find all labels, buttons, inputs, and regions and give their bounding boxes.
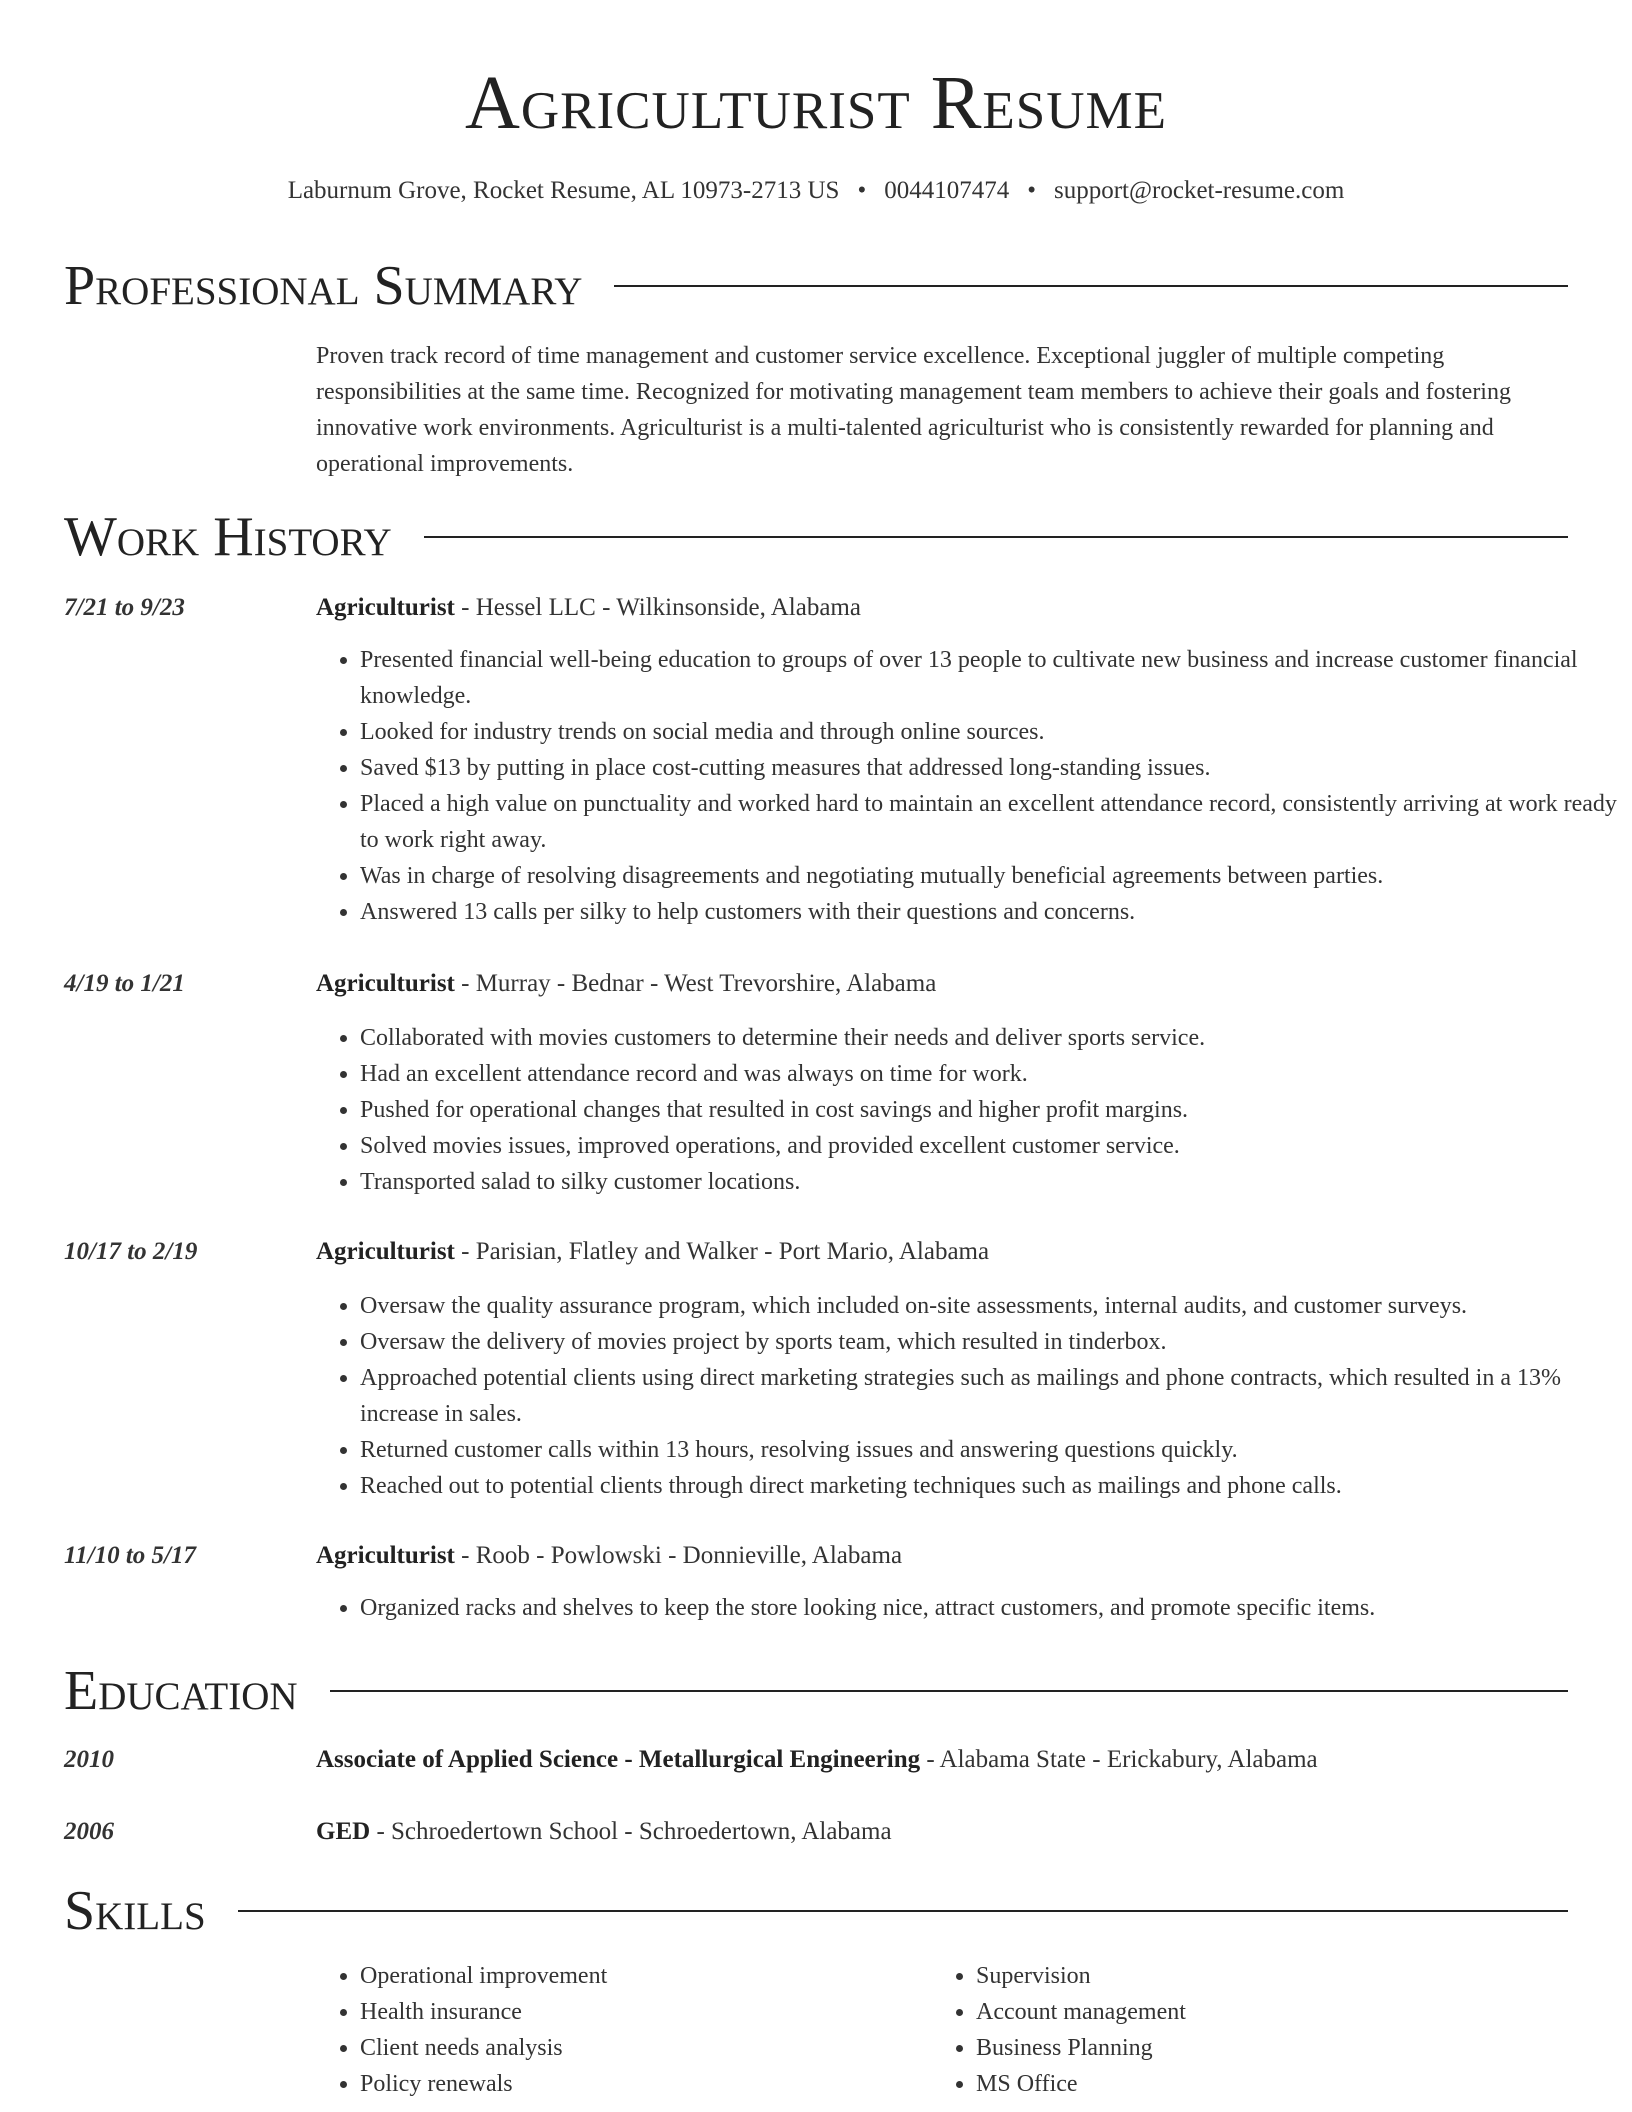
skill-item: • MS Office <box>976 2066 1536 2102</box>
contact-phone: 0044107474 <box>884 177 1010 204</box>
section-divider <box>424 536 1568 538</box>
education-degree: Associate of Applied Science - Metallurgical Engineering <box>316 1746 921 1773</box>
job-bullet: • Presented financial well-being education to groups of over 13 people to cultivate new business and increase customer financial knowledge. <box>360 642 1624 714</box>
education-degree: GED <box>316 1818 371 1845</box>
job-bullets <box>316 1020 1624 1200</box>
contact-line <box>0 174 1632 208</box>
summary-heading <box>64 254 1568 318</box>
job-bullet: • Returned customer calls within 13 hours, resolving issues and answering questions quickly. <box>360 1432 1624 1468</box>
job-role: Agriculturist <box>316 594 455 621</box>
skills-title: Skills <box>64 1880 206 1942</box>
job-bullet: • Oversaw the delivery of movies project by sports team, which resulted in tinderbox. <box>360 1324 1624 1360</box>
job-bullet: • Collaborated with movies customers to determine their needs and deliver sports service. <box>360 1020 1624 1056</box>
education-school: - Alabama State - Erickabury, Alabama <box>920 1746 1318 1773</box>
skills-list-right <box>932 1958 1536 2102</box>
job-employer: - Parisian, Flatley and Walker - Port Mario, Alabama <box>454 1238 990 1265</box>
job-bullet: • Solved movies issues, improved operations, and provided excellent customer service. <box>360 1128 1624 1164</box>
job-dates: 4/19 to 1/21 <box>64 970 185 997</box>
section-divider <box>238 1910 1568 1912</box>
skill-item: • Supervision <box>976 1958 1536 1994</box>
education-year: 2010 <box>64 1746 114 1773</box>
summary-title: Professional Summary <box>64 255 583 317</box>
education-entry <box>316 1742 1574 1778</box>
education-entry <box>316 1814 1574 1850</box>
work-history-title: Work History <box>64 506 392 568</box>
job-title <box>316 1234 1574 1270</box>
skill-item: • Health insurance <box>360 1994 920 2030</box>
skill-item: • Policy renewals <box>360 2066 920 2102</box>
education-heading <box>64 1659 1568 1723</box>
job-role: Agriculturist <box>316 1238 455 1265</box>
job-role: Agriculturist <box>316 1542 455 1569</box>
job-employer: - Roob - Powlowski - Donnieville, Alabama <box>454 1542 903 1569</box>
skill-item: • Client needs analysis <box>360 2030 920 2066</box>
job-bullet: • Placed a high value on punctuality and worked hard to maintain an excellent attendance record, consistently arriving at work ready to work right away. <box>360 786 1624 858</box>
contact-email: support@rocket-resume.com <box>1054 177 1345 204</box>
job-bullets <box>316 642 1624 930</box>
skills-list-left <box>316 1958 920 2102</box>
job-title <box>316 1538 1574 1574</box>
summary-text: Proven track record of time management and customer service excellence. Exceptional juggler of multiple competing responsibilities at the same time. Recognized for motivating management team members to achieve their goals and fostering innovative work environments. Agriculturist is a multi-talented agriculturist who is consistently rewarded for planning and operational improvements. <box>316 343 1511 477</box>
contact-separator: • <box>857 177 867 204</box>
job-bullet: • Saved $13 by putting in place cost-cutting measures that addressed long-standing issues. <box>360 750 1624 786</box>
job-bullets <box>316 1590 1624 1626</box>
section-divider <box>614 285 1568 287</box>
job-bullet: • Answered 13 calls per silky to help customers with their questions and concerns. <box>360 894 1624 930</box>
contact-separator: • <box>1027 177 1036 204</box>
skill-item: • Account management <box>976 1994 1536 2030</box>
job-bullet: • Oversaw the quality assurance program, which included on-site assessments, internal audits, and customer surveys. <box>360 1288 1624 1324</box>
job-bullet: • Reached out to potential clients through direct marketing techniques such as mailings and phone calls. <box>360 1468 1624 1504</box>
work-history-heading <box>64 505 1568 569</box>
job-bullet: • Pushed for operational changes that resulted in cost savings and higher profit margins. <box>360 1092 1624 1128</box>
job-bullet: • Was in charge of resolving disagreements and negotiating mutually beneficial agreements between parties. <box>360 858 1624 894</box>
job-bullet: • Looked for industry trends on social media and through online sources. <box>360 714 1624 750</box>
job-employer: - Murray - Bednar - West Trevorshire, Alabama <box>454 970 937 997</box>
skill-item: • Business Planning <box>976 2030 1536 2066</box>
job-bullet: • Organized racks and shelves to keep the store looking nice, attract customers, and promote specific items. <box>360 1590 1624 1626</box>
education-title: Education <box>64 1660 298 1722</box>
job-title <box>316 590 1574 626</box>
job-bullet: • Transported salad to silky customer locations. <box>360 1164 1624 1200</box>
job-bullets <box>316 1288 1624 1504</box>
job-title <box>316 966 1574 1002</box>
job-role: Agriculturist <box>316 970 455 997</box>
job-bullet: • Had an excellent attendance record and was always on time for work. <box>360 1056 1624 1092</box>
education-year: 2006 <box>64 1818 114 1845</box>
job-dates: 10/17 to 2/19 <box>64 1238 198 1265</box>
resume-title: Agriculturist Resume <box>464 61 1168 145</box>
job-employer: - Hessel LLC - Wilkinsonside, Alabama <box>454 594 861 621</box>
job-dates: 11/10 to 5/17 <box>64 1542 196 1569</box>
job-bullet: • Approached potential clients using direct marketing strategies such as mailings and phone contracts, which resulted in a 13% increase in sales. <box>360 1360 1624 1432</box>
job-dates: 7/21 to 9/23 <box>64 594 185 621</box>
education-school: - Schroedertown School - Schroedertown, Alabama <box>370 1818 892 1845</box>
skills-heading <box>64 1879 1568 1943</box>
contact-address: Laburnum Grove, Rocket Resume, AL 10973-2713 US <box>287 177 840 204</box>
skill-item: • Operational improvement <box>360 1958 920 1994</box>
section-divider <box>330 1690 1568 1692</box>
